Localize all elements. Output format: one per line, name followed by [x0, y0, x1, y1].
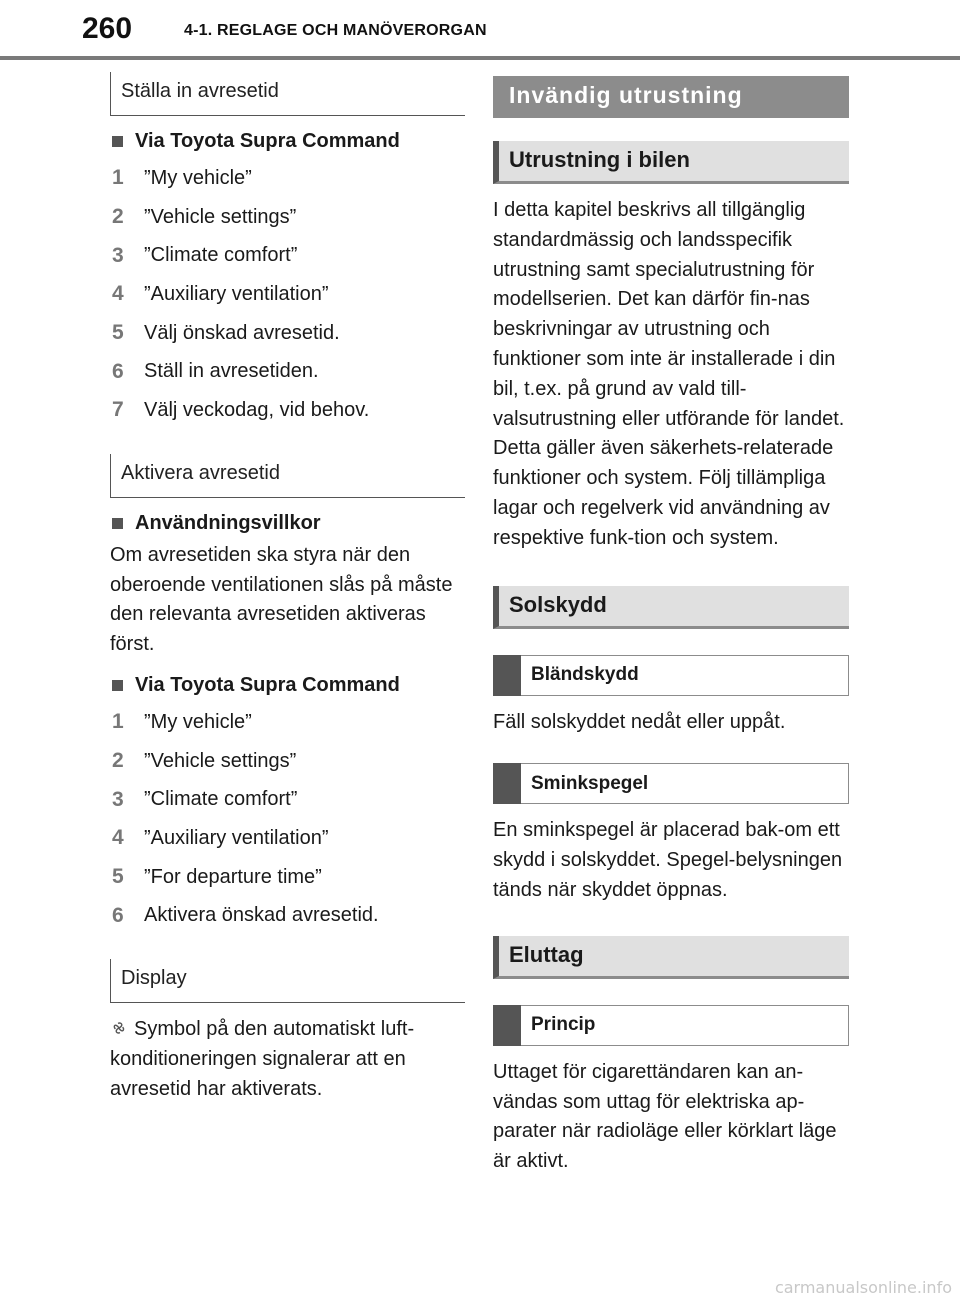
subheading-conditions: Användningsvillkor [110, 512, 465, 535]
step-item: 5 Välj önskad avresetid. [112, 321, 340, 345]
section-label-set-departure: Ställa in avresetid [110, 72, 465, 116]
step-item: 2 ”Vehicle settings” [112, 749, 297, 773]
step-item: 7 Välj veckodag, vid behov. [112, 398, 370, 422]
step-item: 4 ”Auxiliary ventilation” [112, 282, 329, 306]
paragraph-equipment: I detta kapitel beskrivs all tillgänglig standardmässig och landsspecifik utrustning samt specialutrustning för modellserien. Det kan därför fin-nas beskrivningar av utrustning och funktioner som inte är installerade i din bil, t.ex. på grund av vald till-valsutrustning eller utförande för landet. Detta gäller även säkerhets-relaterade funktioner och system. Följ tillämpliga lagar och regelverk vid användning av respektive funk-tion och system. [493, 199, 845, 549]
climate-fan-icon [110, 1019, 128, 1037]
steps-list-1 [110, 159, 465, 430]
left-column [110, 72, 465, 1105]
square-bullet-icon [112, 518, 123, 529]
step-item: 4 ”Auxiliary ventilation” [112, 826, 329, 850]
paragraph-principle: Uttaget för cigarettändaren kan an-vändas som uttag för elektriska ap-parater när radioläge eller körklart läge är aktivt. [493, 1060, 837, 1173]
paragraph-display: Symbol på den automatiskt luft-konditioneringen signalerar att en avresetid har aktiverats. [110, 1018, 415, 1100]
step-item: 5 ”For departure time” [112, 865, 322, 889]
banner-sun-protection: Solskydd [493, 586, 849, 629]
subbanner-glare-shield: Bländskydd [493, 655, 849, 696]
banner-power-outlet: Eluttag [493, 936, 849, 979]
chapter-title: 4-1. REGLAGE OCH MANÖVERORGAN [184, 22, 487, 39]
section-label-display: Display [110, 959, 465, 1003]
sub-banner-marker [493, 655, 521, 696]
watermark: carmanualsonline.info [774, 1278, 952, 1297]
header-rule [0, 56, 960, 60]
subheading-via-command-1: Via Toyota Supra Command [110, 130, 465, 153]
banner-interior-equipment: Invändig utrustning [493, 76, 849, 118]
sub-banner-marker [493, 1005, 521, 1046]
sub-banner-marker [493, 763, 521, 804]
right-column [493, 76, 849, 1177]
paragraph-vanity-mirror: En sminkspegel är placerad bak-om ett skydd i solskyddet. Spegel-belysningen tänds när skyddet öppnas. [493, 819, 843, 901]
step-item: 6 Aktivera önskad avresetid. [112, 903, 379, 927]
section-label-activate-departure: Aktivera avresetid [110, 454, 465, 498]
step-item: 1 ”My vehicle” [112, 710, 252, 734]
subbanner-principle: Princip [493, 1005, 849, 1046]
subbanner-vanity-mirror: Sminkspegel [493, 763, 849, 804]
step-item: 2 ”Vehicle settings” [112, 205, 297, 229]
step-item: 3 ”Climate comfort” [112, 787, 298, 811]
banner-equipment-in-car: Utrustning i bilen [493, 141, 849, 184]
step-item: 6 Ställ in avresetiden. [112, 359, 319, 383]
step-item: 3 ”Climate comfort” [112, 243, 298, 267]
square-bullet-icon [112, 136, 123, 147]
square-bullet-icon [112, 680, 123, 691]
paragraph-conditions: Om avresetiden ska styra när den oberoende ventilationen slås på måste den relevanta avresetiden aktiveras först. [110, 543, 453, 656]
step-item: 1 ”My vehicle” [112, 166, 252, 190]
paragraph-glare-shield: Fäll solskyddet nedåt eller uppåt. [493, 710, 786, 733]
page-header [0, 0, 960, 62]
steps-list-2 [110, 703, 465, 935]
page-number: 260 [82, 12, 133, 45]
subheading-via-command-2: Via Toyota Supra Command [110, 674, 465, 697]
